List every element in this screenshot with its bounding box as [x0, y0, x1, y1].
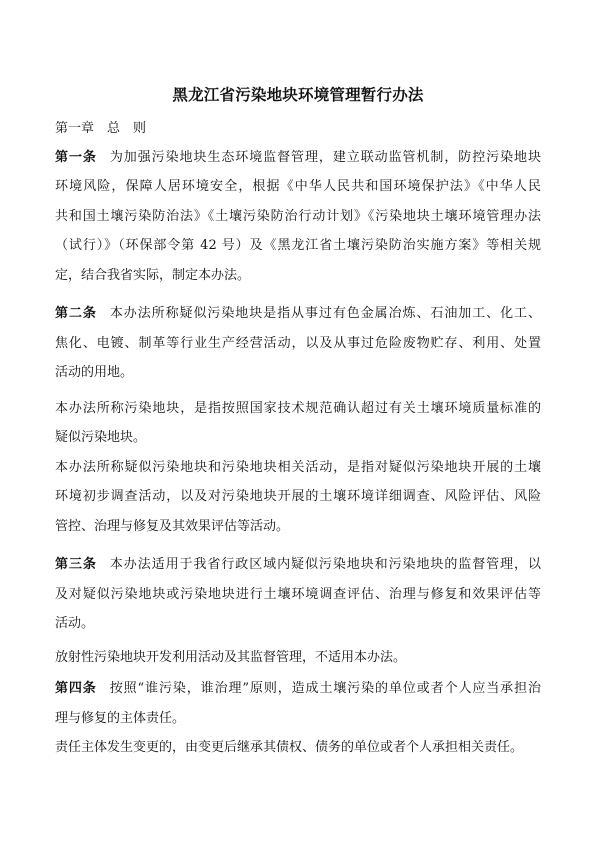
text-line: （试行）》（环保部令第 42 号）及《黑龙江省土壤污染防治实施方案》等相关规: [55, 238, 541, 253]
body-paragraph: [55, 733, 541, 763]
article-label: 第二条: [55, 306, 97, 321]
text-line: 活动。: [55, 616, 95, 631]
text-line: 放射性污染地块开发利用活动及其监督管理，不适用本办法。: [55, 649, 407, 665]
text-line: [55, 299, 541, 329]
text-line: 本办法所称污染地块，是指按照国家技术规范确认超过有关土壤环境质量标准的: [55, 400, 541, 416]
text-line: 共和国土壤污染防治法》《土壤污染防治行动计划》《污染地块土壤环境管理办法: [55, 208, 541, 224]
line-text: 本办法所称疑似污染地块是指从事过有色金属冶炼、石油加工、化工、: [109, 306, 541, 321]
body-paragraph: [55, 643, 541, 673]
body-paragraph: [55, 394, 541, 453]
line-text: 按照“谁污染，谁治理”原则，造成土壤污染的单位或者个人应当承担治: [109, 681, 541, 696]
text-line: 活动的用地。: [55, 365, 134, 380]
article-4-paragraph: [55, 674, 541, 733]
article-1-paragraph: [55, 143, 541, 291]
text-line: 本办法所称疑似污染地块和污染地块相关活动，是指对疑似污染地块开展的土壤: [55, 459, 541, 475]
article-label: 第三条: [55, 557, 97, 572]
body-paragraph: [55, 453, 541, 542]
text-line: 环境初步调查活动，以及对污染地块开展的土壤环境详细调查、风险评估、风险: [55, 489, 541, 504]
article-label: 第一条: [55, 149, 97, 165]
chapter-heading: 第一章 总 则: [55, 120, 147, 136]
text-line: [55, 143, 541, 173]
text-line: [55, 550, 541, 580]
article-3-paragraph: [55, 550, 541, 639]
text-line: 定，结合我省实际，制定本办法。: [55, 267, 251, 283]
article-label: 第四条: [55, 681, 97, 696]
line-text: 为加强污染地块生态环境监督管理，建立联动监管机制，防控污染地块: [109, 149, 541, 165]
text-line: 管控、治理与修复及其效果评估等活动。: [55, 518, 290, 534]
text-line: 理与修复的主体责任。: [55, 710, 186, 726]
text-line: [55, 674, 541, 704]
text-line: 及对疑似污染地块或污染地块进行土壤环境调查评估、治理与修复和效果评估等: [55, 586, 541, 602]
document-title: 黑龙江省污染地块环境管理暂行办法: [172, 86, 424, 104]
document-page: [55, 85, 541, 763]
article-2-paragraph: [55, 299, 541, 388]
text-line: 责任主体发生变更的，由变更后继承其债权、债务的单位或者个人承担相关责任。: [55, 740, 524, 755]
text-line: 疑似污染地块。: [55, 430, 147, 445]
text-line: 焦化、电镀、制革等行业生产经营活动，以及从事过危险废物贮存、利用、处置: [55, 335, 541, 351]
line-text: 本办法适用于我省行政区域内疑似污染地块和污染地块的监督管理，以: [109, 557, 541, 572]
text-line: 环境风险，保障人居环境安全，根据《中华人民共和国环境保护法》《中华人民: [55, 179, 541, 194]
